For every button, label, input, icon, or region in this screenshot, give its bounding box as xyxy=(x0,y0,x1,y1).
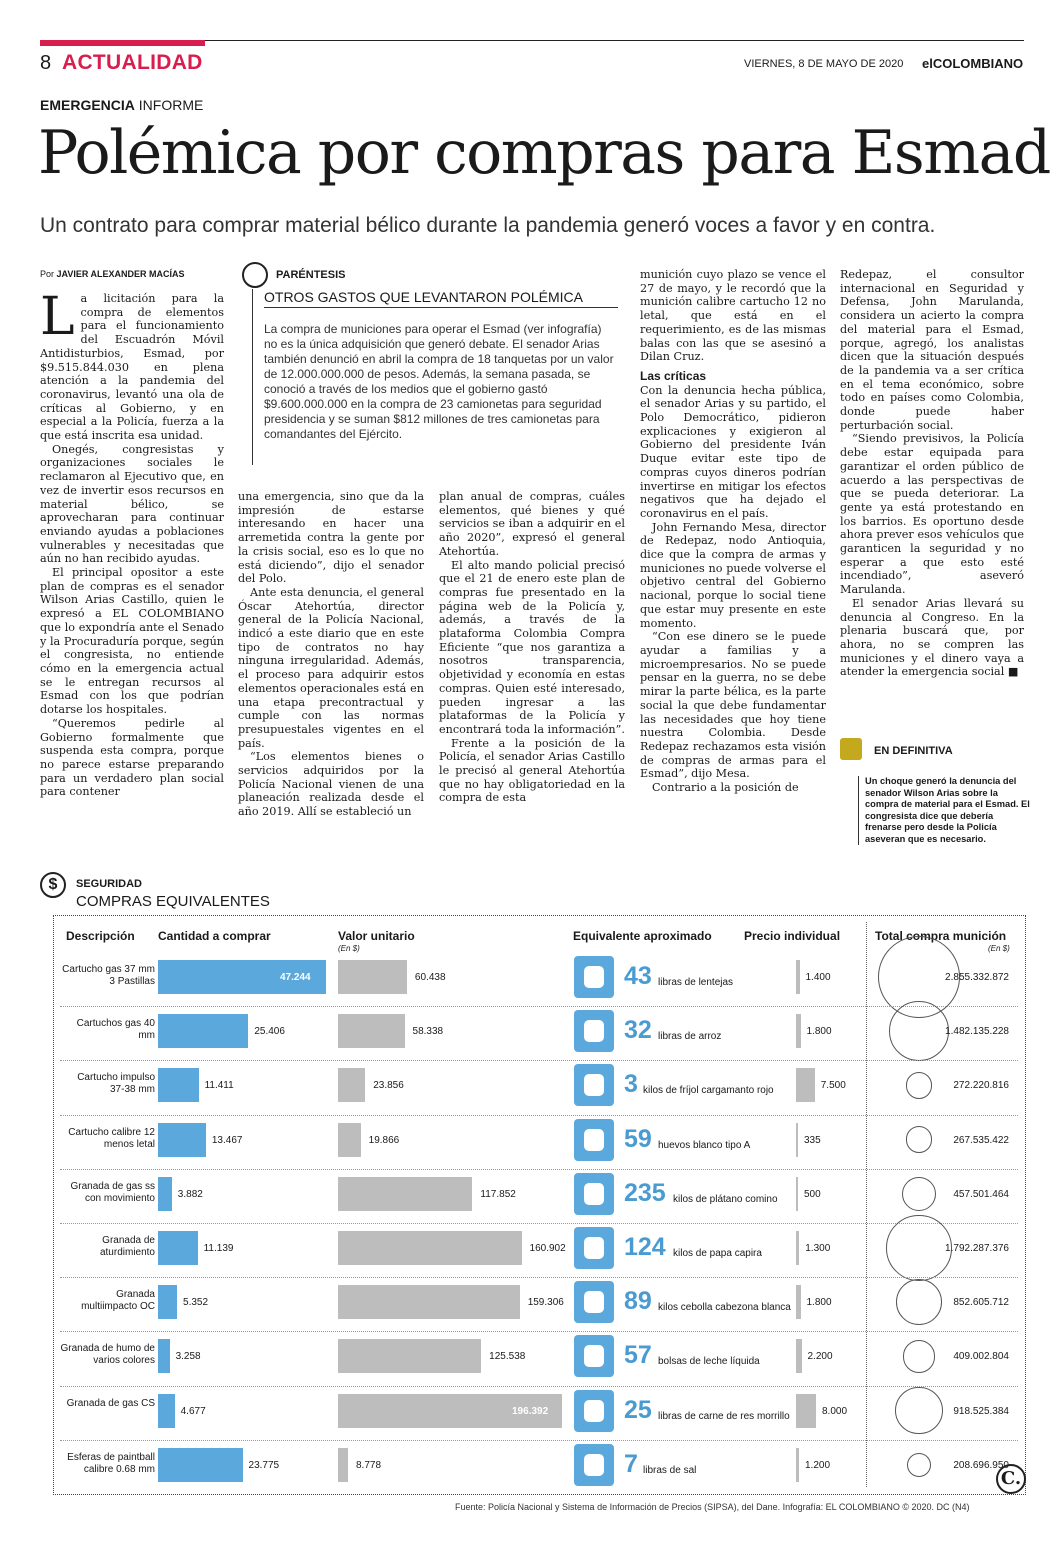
equivalent-number: 3 xyxy=(624,1070,638,1099)
price-label: 2.200 xyxy=(807,1351,833,1363)
meat-icon xyxy=(574,1390,614,1432)
infographic-title: COMPRAS EQUIVALENTES xyxy=(76,893,270,910)
quantity-label: 11.411 xyxy=(204,1080,234,1092)
quantity-label: 11.139 xyxy=(203,1243,234,1254)
price-label: 1.800 xyxy=(806,1297,832,1309)
row-divider xyxy=(60,1223,1018,1225)
price-label: 1.400 xyxy=(805,972,831,983)
row-description: Cartucho gas 37 mm 3 Pastillas xyxy=(62,964,155,987)
dollar-icon: $ xyxy=(40,872,66,898)
total-label: 409.002.804 xyxy=(953,1351,1009,1363)
price-bar xyxy=(796,1123,798,1157)
unit-value-label: 8.778 xyxy=(356,1459,382,1471)
quantity-bar xyxy=(158,1123,206,1157)
infographic-tag: SEGURIDAD xyxy=(76,878,143,890)
col-header-unit-value: Valor unitario xyxy=(338,929,415,943)
row-description: Granada de gas CS xyxy=(66,1397,155,1409)
col-header-description: Descripción xyxy=(66,929,135,943)
equivalent-number: 25 xyxy=(624,1395,652,1424)
parentesis-subtitle: OTROS GASTOS QUE LEVANTARON POLÉMICA xyxy=(264,289,618,308)
price-label: 500 xyxy=(804,1188,821,1200)
col-header-price: Precio individual xyxy=(744,929,841,943)
equivalent-unit: kilos de plátano comino xyxy=(673,1193,778,1205)
unit-value-bar xyxy=(338,1068,365,1102)
parentesis-box xyxy=(238,262,618,465)
price-bar xyxy=(796,1068,815,1102)
quantity-bar xyxy=(158,1068,199,1102)
en-definitiva-box xyxy=(840,736,1030,846)
headline: Polémica por compras para Esmad xyxy=(38,118,1050,188)
price-bar xyxy=(796,1231,799,1265)
row-description: Granada de aturdimiento xyxy=(99,1235,155,1258)
col-subheader-unit-value: (En $) xyxy=(338,944,360,953)
unit-value-label: 160.902 xyxy=(529,1243,566,1254)
row-description: Esferas de paintball calibre 0.68 mm xyxy=(67,1451,155,1475)
article-column-5: Redepaz, el consultor internacional en Seguridad y Defensa, John Marulanda, considera un acierto la compra del material para el Esmad, porque, agregó, los analistas dicen que la situación después de la pandemia va a ser crítica en el tema económico, sobre todo en países como Colombia, donde puede haber perturbación social. “Siendo previsivos, la Policía debe estar equipada para garantizar el orden público de acuerdo a las perspectivas de que se pueda deteriorar. La gente ya está protestando en los barrios. Es oportuno desde ahora prever esos vehículos que garanticen la seguridad y no esperar a que esto esté incendiado”, aseveró Marulanda. El senador Arias llevará su denuncia al Congreso. En la plenaria buscará que, por ahora, no se compren las municiones y el dinero vaya a atender la emergencia social ■ xyxy=(840,268,1024,679)
price-label: 1.300 xyxy=(805,1243,831,1254)
price-bar xyxy=(796,1177,798,1211)
issue-date: VIERNES, 8 DE MAYO DE 2020 xyxy=(744,58,904,70)
equivalent-number: 235 xyxy=(624,1178,666,1207)
equivalent-unit: libras de sal xyxy=(643,1464,697,1476)
total-label: 457.501.464 xyxy=(953,1188,1009,1200)
row-description: Cartuchos gas 40 mm xyxy=(76,1018,155,1042)
price-label: 335 xyxy=(804,1134,821,1146)
row-divider xyxy=(60,1006,1018,1008)
quantity-label: 13.467 xyxy=(211,1134,243,1146)
onion-icon xyxy=(574,1281,614,1323)
total-label: 918.525.384 xyxy=(953,1405,1009,1417)
price-label: 1.800 xyxy=(806,1026,832,1038)
unit-value-label: 196.392 xyxy=(512,1405,549,1417)
row-divider xyxy=(60,1115,1018,1117)
price-label: 7.500 xyxy=(820,1080,846,1092)
total-label: 267.535.422 xyxy=(953,1134,1009,1146)
quantity-label: 5.352 xyxy=(183,1297,209,1309)
article-column-3: plan anual de compras, cuáles elementos, qué bienes y qué servicios se iban a adquirir en el año 2020”, expresó el general Atehortúa. El alto mando policial precisó que el 21 de enero este plan de compras fue presentado en la página web de la Policía y, además, a través de la plataforma Colombia Compra Eficiente “que nos garantiza a nosotros transparencia, objetividad y economía en estas compras. Quien esté interesado, pueden ingresar a las plataformas de la Policía y encontrará toda la información”. Frente a la posición de la Policía, el senador Arias Castillo le precisó al general Atehortúa que no hay obligatoriedad en la compra de esta xyxy=(439,490,625,805)
drop-cap: L xyxy=(40,287,75,347)
quantity-bar xyxy=(158,1231,198,1265)
article-column-1: La licitación para la compra de elementos para el funcionamiento del Escuadrón Móvil Antidisturbios, Esmad, por $9.515.844.030 en plena atención a la pandemia del coronavirus, levantó una ola de críticas al Gobierno, y en especial a la Policía, fuerza a la que está inscrita esa unidad. Onegés, congresistas y organizaciones sociales le reclamaron al Ejecutivo que, en vez de invertir esos recursos en material bélico, se aprovecharan para continuar enviando ayudas a poblaciones vulnerables y necesitadas que aún no han recibido ayudas. El principal opositor a este plan de compras es el senador Wilson Arias Castillo, quien le expresó a EL COLOMBIANO que lo expondría ante el Senado y la Procuraduría porque, según el congresista, no entiende cómo en la emergencia actual se le entregan recursos al Esmad con los que podrían dotarse los hospitales. “Queremos pedirle al Gobierno formalmente que suspenda esta compra, porque no parece estarse preparando para un verdadero plan social para contener xyxy=(40,287,224,799)
equivalent-unit: libras de lentejas xyxy=(658,977,734,988)
quantity-label: 23.775 xyxy=(248,1459,280,1471)
total-label: 208.696.950 xyxy=(953,1459,1009,1471)
unit-value-bar xyxy=(338,960,407,994)
quantity-bar xyxy=(158,1394,175,1428)
summary-icon xyxy=(840,738,862,760)
equivalent-unit: kilos de fríjol cargamanto rojo xyxy=(643,1085,774,1097)
price-label: 8.000 xyxy=(822,1405,848,1417)
price-bar xyxy=(796,1285,801,1319)
section-title: ACTUALIDAD xyxy=(62,51,203,74)
en-definitiva-text: Un choque generó la denuncia del senador Wilson Arias sobre la compra de material para el Esmad. El congresista dice que debería frenarse pero desde la Policía aseveran que es necesario. xyxy=(858,776,1031,845)
row-divider xyxy=(60,1060,1018,1062)
milk-bag-icon xyxy=(574,1335,614,1377)
equivalent-number: 89 xyxy=(624,1287,652,1316)
quantity-bar xyxy=(158,1339,170,1373)
banana-icon xyxy=(574,1173,614,1215)
total-label: 272.220.816 xyxy=(953,1080,1009,1092)
quantity-bar xyxy=(158,1177,172,1211)
row-description: Granada de humo de varios colores xyxy=(60,1343,155,1367)
equivalent-number: 7 xyxy=(624,1449,638,1478)
row-description: Cartucho impulso 37-38 mm xyxy=(77,1072,155,1096)
equivalent-unit: kilos cebolla cabezona blanca xyxy=(658,1302,791,1314)
unit-value-label: 125.538 xyxy=(489,1351,526,1363)
unit-value-bar xyxy=(338,1339,481,1373)
publisher-logo-icon: C. xyxy=(996,1464,1026,1494)
article-column-4: munición cuyo plazo se vence el 27 de mayo, y le recordó que la munición calibre cartucho 12 no letal, que está en el requerimiento, es de las mismas balas con las que se asesinó a Dilan Cruz. Las críticas Con la denuncia hecha pública, el senador Arias y su partido, el Polo Democrático, pidieron explicaciones y exigieron al Gobierno del presidente Iván Duque evitar este tipo de compras cuyos dineros podrían invertirse en mitigar los efectos negativos que ha dejado el coronavirus en el país. John Fernando Mesa, director de Redepaz, nodo Antioquia, dice que la compra de armas y municiones no puede volverse el objetivo central del Gobierno nacional, porque lo social tiene que estar muy presente en este momento. “Con ese dinero se le puede ayudar a familias y a microempresarios. No se puede pensar en la guerra, no se debe mirar la parte bélica, es la parte social la que debe fundamentar las necesidades que hoy tiene nuestra Colombia. Desde Redepaz rechazamos esta visión de compras de armas para el Esmad”, dijo Mesa. Contrario a la posición de xyxy=(640,268,826,795)
unit-value-label: 60.438 xyxy=(414,972,446,983)
lentils-bag-icon xyxy=(574,956,614,998)
unit-value-bar xyxy=(338,1177,472,1211)
kicker: EMERGENCIA INFORME xyxy=(40,97,204,113)
page-number: 8 xyxy=(40,52,52,74)
unit-value-label: 19.866 xyxy=(368,1134,400,1146)
potato-icon xyxy=(574,1227,614,1269)
total-label: 852.605.712 xyxy=(953,1297,1009,1309)
row-description: Granada de gas ss con movimiento xyxy=(70,1180,155,1204)
unit-value-label: 117.852 xyxy=(480,1188,516,1200)
pushpin-icon xyxy=(242,262,268,288)
quantity-label: 25.406 xyxy=(254,1026,285,1038)
equivalent-unit: bolsas de leche líquida xyxy=(658,1356,760,1368)
unit-value-bar xyxy=(338,1123,361,1157)
quantity-bar xyxy=(158,1285,177,1319)
quantity-label: 47.244 xyxy=(280,972,311,983)
quantity-label: 3.258 xyxy=(175,1351,201,1363)
row-description: Cartucho calibre 12 menos letal xyxy=(68,1126,155,1150)
equivalent-number: 32 xyxy=(624,1016,652,1045)
deck: Un contrato para comprar material bélico durante la pandemia generó voces a favor y en contra. xyxy=(40,214,936,237)
unit-value-label: 58.338 xyxy=(412,1026,444,1038)
rice-bag-icon xyxy=(574,1010,614,1052)
unit-value-bar xyxy=(338,1231,522,1265)
egg-icon xyxy=(574,1119,614,1161)
col-subheader-total: (En $) xyxy=(988,944,1010,953)
parentesis-tag: PARÉNTESIS xyxy=(276,269,346,281)
row-description: Granada multiimpacto OC xyxy=(81,1289,155,1313)
byline: Por JAVIER ALEXANDER MACÍAS xyxy=(40,269,185,279)
row-divider xyxy=(60,1386,1018,1388)
quantity-bar xyxy=(158,1448,243,1482)
unit-value-label: 159.306 xyxy=(527,1297,564,1309)
equivalent-unit: libras de arroz xyxy=(658,1031,722,1043)
quantity-label: 4.677 xyxy=(180,1405,206,1417)
row-divider xyxy=(60,1440,1018,1442)
section-color-bar xyxy=(40,40,205,46)
col-header-equivalent: Equivalente aproximado xyxy=(573,929,712,943)
bean-icon xyxy=(574,1064,614,1106)
box-rule xyxy=(252,289,253,465)
equivalent-unit: kilos de papa capira xyxy=(673,1248,762,1259)
equivalent-number: 43 xyxy=(624,962,652,990)
price-label: 1.200 xyxy=(805,1459,831,1471)
total-label: 1.482.135.228 xyxy=(945,1026,1009,1038)
article-column-2: una emergencia, sino que da la impresión de estarse interesando en hacer una arremetida contra la gente por la crisis social, eso es lo que no está diciendo”, dijo el senador del Polo. Ante esta denuncia, el general Óscar Atehortúa, director general de la Policía Nacional, indicó a este diario que en este tipo de contratos no hay ninguna irregularidad. Además, el proceso para adquirir estos elementos operacionales está en una etapa precontractual y cumple con las normas presupuestales vigentes en el país. “Los elementos bienes o servicios adquiridos por la Policía Nacional vienen de una planeación realizada desde el año 2019. Allí se estableció un xyxy=(238,490,424,819)
equivalent-unit: huevos blanco tipo A xyxy=(658,1139,751,1151)
salt-bag-icon xyxy=(574,1444,614,1486)
price-bar xyxy=(796,1448,799,1482)
equivalent-number: 59 xyxy=(624,1124,652,1153)
equivalent-number: 57 xyxy=(624,1341,652,1370)
subheading-criticas: Las críticas xyxy=(640,368,707,383)
unit-value-label: 23.856 xyxy=(373,1080,404,1092)
row-divider xyxy=(60,1277,1018,1279)
row-divider xyxy=(60,1331,1018,1333)
price-bar xyxy=(796,1014,801,1048)
unit-value-bar xyxy=(338,1285,520,1319)
source-note: Fuente: Policía Nacional y Sistema de Información de Precios (SIPSA), del Dane. Infografía: EL COLOMBIANO © 2020. DC (N4) xyxy=(455,1502,970,1512)
total-label: 2.855.332.872 xyxy=(945,972,1009,983)
equivalent-unit: libras de carne de res morrillo xyxy=(658,1410,790,1422)
row-divider xyxy=(60,1169,1018,1171)
parentesis-body: La compra de municiones para operar el Esmad (ver infografía) no es la única adquisición que generó debate. El senador Arias también denunció en abril la compra de 18 tanquetas por un valor de 12.000.000.000 de pesos. Además, la semana pasada, se conoció a través de los medios que el gobierno gastó $9.600.000.000 en la compra de 23 camionetas para seguridad presidencia y se suman $812 millones de tres camionetas para comandantes del Ejército. xyxy=(264,322,614,441)
quantity-bar xyxy=(158,1014,248,1048)
unit-value-bar xyxy=(338,1014,405,1048)
price-bar xyxy=(796,1339,802,1373)
col-header-quantity: Cantidad a comprar xyxy=(158,929,271,943)
price-bar xyxy=(796,1394,816,1428)
en-definitiva-tag: EN DEFINITIVA xyxy=(874,745,953,757)
col-header-total: Total compra munición xyxy=(875,929,1007,943)
unit-value-bar xyxy=(338,1448,348,1482)
total-label: 1.792.287.376 xyxy=(945,1243,1009,1254)
newspaper-logo: elCOLOMBIANO xyxy=(922,56,1024,71)
quantity-label: 3.882 xyxy=(177,1188,203,1200)
equivalent-number: 124 xyxy=(624,1233,666,1261)
price-bar xyxy=(796,960,800,994)
